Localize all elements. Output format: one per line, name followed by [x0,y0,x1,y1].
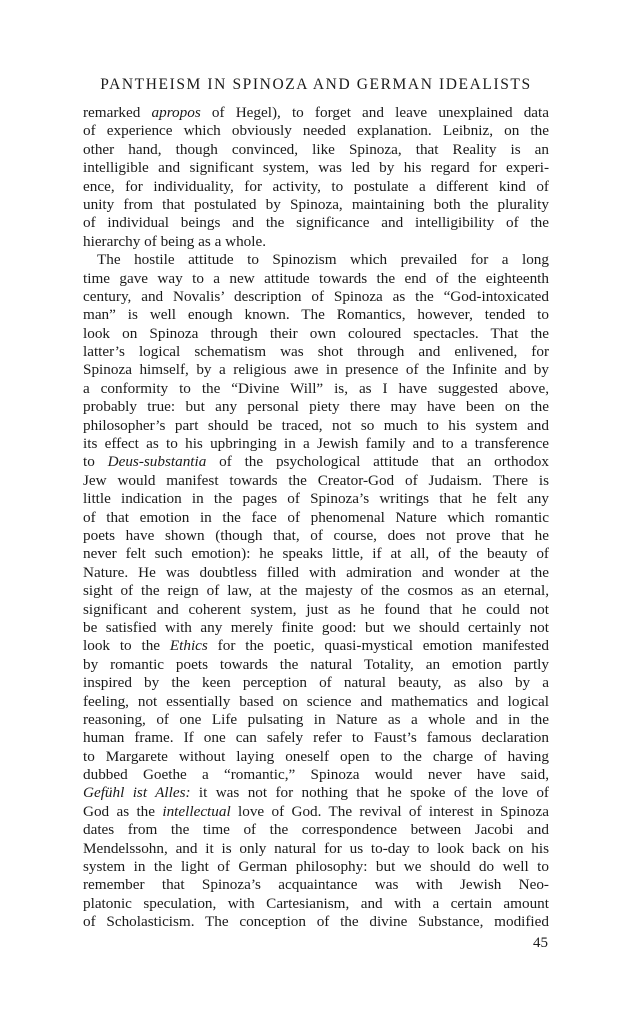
text-segment: system in the light of German philosophy: but we should do well to [83,858,549,876]
text-segment: to Margarete without laying oneself open to the charge of having [83,747,549,765]
text-segment: God as the [83,802,163,820]
text-line [83,601,549,619]
text-line [83,104,549,122]
text-line [83,545,549,563]
italic-text: apropos [151,104,201,121]
text-segment: of Hegel), to forget and leave unexplained data [200,104,549,121]
text-segment: inspired by the keen perception of natural beauty, as also by a [83,674,549,692]
italic-text: Gefühl ist Alles: [83,784,191,802]
text-line [83,821,549,839]
text-line [83,417,549,435]
text-line [83,214,549,232]
text-segment: ence, for individuality, for activity, to postulate a different kind of [83,177,549,195]
text-segment: Mendelssohn, and it is only natural for us to-day to look back on his [83,839,549,857]
text-line [83,766,549,784]
text-line [83,343,549,361]
text-segment: look on Spinoza through their own coloured spectacles. That the [83,324,549,342]
text-line [83,674,549,692]
text-segment: time gave way to a new attitude towards the end of the eighteenth [83,269,549,287]
text-segment: man” is well enough known. The Romantics, however, tended to [83,306,549,324]
text-segment: The hostile attitude to Spinozism which prevailed for a long [97,251,549,269]
text-line [83,453,549,471]
text-segment: never felt such emotion): he speaks little, if at all, of the beauty of [83,545,549,563]
text-line [83,711,549,729]
text-segment: to [83,453,108,471]
text-segment: hierarchy of being as a whole. [83,232,267,250]
text-segment: of experience which obviously needed explanation. Leibniz, on the [83,122,549,140]
italic-text: intellectual [162,802,231,820]
text-line [83,509,549,527]
text-segment: of individual beings and the significance and intelligibility of the [83,214,549,232]
text-segment: philosopher’s part should be traced, not so much to his system and [83,416,549,434]
text-segment: remarked [83,104,152,121]
text-line [83,876,549,894]
page-number: 45 [533,935,548,951]
text-segment: feeling, not essentially based on science and mathematics and logical [83,692,549,710]
text-segment: reasoning, of one Life pulsating in Nature as a whole and in the [83,710,549,728]
text-segment: love of God. The revival of interest in Spinoza [230,802,549,820]
text-line [83,251,549,269]
text-line [83,858,549,876]
text-line [83,803,549,821]
text-line [83,122,549,140]
text-segment: look to the [83,637,170,655]
text-segment: platonic speculation, with Cartesianism, and with a certain amount [83,894,549,912]
italic-text: Deus-substantia [107,453,207,471]
text-line [83,913,549,931]
text-line [83,141,549,159]
text-line [83,196,549,214]
text-segment: intelligible and significant system, was led by his regard for experi- [83,159,549,177]
text-line [83,380,549,398]
text-line [83,490,549,508]
text-line [83,435,549,453]
text-segment: other hand, though convinced, like Spinoza, that Reality is an [83,140,549,158]
text-line [83,233,549,251]
text-line [83,637,549,655]
text-line [83,619,549,637]
text-line [83,178,549,196]
text-line [83,656,549,674]
text-line [83,840,549,858]
text-line [83,895,549,913]
text-line [83,306,549,324]
text-segment: sight of the reign of law, at the majesty of the cosmos as an eternal, [83,582,549,600]
text-line [83,361,549,379]
text-segment: unity from that postulated by Spinoza, maintaining both the plurality [83,195,549,213]
text-segment: its effect as to his upbringing in a Jewish family and to a transference [83,435,549,453]
text-segment: remember that Spinoza’s acquaintance was with Jewish Neo- [83,876,549,894]
text-line [83,729,549,747]
text-line [83,748,549,766]
text-segment: Jew would manifest towards the Creator-God of Judaism. There is [83,471,549,489]
text-segment: Nature. He was doubtless filled with admiration and wonder at the [83,563,549,581]
text-line [83,527,549,545]
text-segment: by romantic poets towards the natural Totality, an emotion partly [83,655,549,673]
text-line [83,325,549,343]
text-line [83,472,549,490]
text-segment: little indication in the pages of Spinoza’s writings that he felt any [83,490,549,508]
italic-text: Ethics [169,637,208,655]
running-head: PANTHEISM IN SPINOZA AND GERMAN IDEALISTS [100,76,532,93]
text-segment: Spinoza himself, by a religious awe in presence of the Infinite and by [83,361,549,379]
text-segment: a conformity to the “Divine Will” is, as I have suggested above, [83,379,549,397]
text-line [83,784,549,802]
text-segment: for the poetic, quasi-mystical emotion manifested [207,637,549,655]
text-segment: significant and coherent system, just as he found that he could not [83,600,549,618]
text-segment: dubbed Goethe a “romantic,” Spinoza would never have said, [83,766,549,784]
text-segment: it was not for nothing that he spoke of the love of [190,784,549,802]
text-segment: century, and Novalis’ description of Spinoza as the “God-intoxicated [83,287,549,305]
text-segment: of that emotion in the face of phenomenal Nature which romantic [83,508,549,526]
text-line [83,159,549,177]
text-line [83,582,549,600]
text-segment: be satisfied with any merely finite good: but we should certainly not [83,618,549,636]
text-segment: of Scholasticism. The conception of the divine Substance, modified [83,913,549,931]
body-text [83,104,549,932]
text-line [83,270,549,288]
text-line [83,288,549,306]
text-segment: poets have shown (though that, of course, does not prove that he [83,526,549,544]
text-segment: dates from the time of the correspondence between Jacobi and [83,821,549,839]
text-segment: latter’s logical schematism was shot through and enlivened, for [83,343,549,361]
text-segment: probably true: but any personal piety there may have been on the [83,398,549,416]
text-line [83,564,549,582]
text-line [83,693,549,711]
text-line [83,398,549,416]
text-segment: of the psychological attitude that an orthodox [206,453,549,471]
text-segment: human frame. If one can safely refer to Faust’s famous declaration [83,729,549,747]
